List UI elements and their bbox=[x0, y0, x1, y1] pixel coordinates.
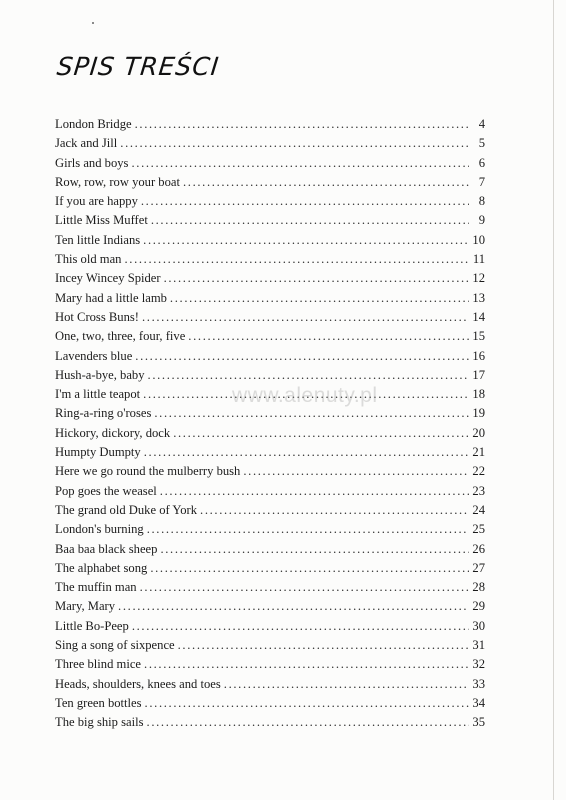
toc-entry bbox=[55, 231, 485, 250]
toc-entry bbox=[55, 578, 485, 597]
toc-entry-title: Girls and boys bbox=[55, 155, 129, 170]
toc-entry-page-number: 20 bbox=[472, 425, 485, 440]
toc-entry-title: Baa baa black sheep bbox=[55, 541, 158, 556]
toc-entry-title: Hot Cross Buns! bbox=[55, 309, 139, 324]
toc-entry-title: Hush-a-bye, baby bbox=[55, 367, 145, 382]
page-title: SPIS TREŚCI bbox=[55, 52, 221, 81]
toc-entry-page-number: 7 bbox=[478, 174, 485, 189]
toc-entry-page-number: 15 bbox=[472, 329, 485, 344]
dot-leader bbox=[188, 327, 469, 346]
toc-entry-page-number: 21 bbox=[472, 445, 485, 460]
toc-entry-title: Little Miss Muffet bbox=[55, 213, 148, 228]
dot-leader bbox=[143, 385, 469, 404]
dot-leader bbox=[144, 443, 469, 462]
toc-entry-title: The big ship sails bbox=[55, 715, 144, 730]
dot-leader bbox=[164, 269, 469, 288]
toc-entry bbox=[55, 559, 485, 578]
toc-entry-title: This old man bbox=[55, 252, 122, 267]
toc-entry-title: London Bridge bbox=[55, 117, 132, 131]
dot-leader bbox=[132, 617, 469, 636]
dot-leader bbox=[178, 636, 469, 655]
toc-entry-page-number: 26 bbox=[472, 541, 485, 556]
toc-entry-title: Humpty Dumpty bbox=[55, 445, 141, 460]
dot-leader bbox=[120, 134, 469, 153]
toc-entry-page-number: 31 bbox=[472, 638, 485, 653]
toc-entry-page-number: 23 bbox=[472, 483, 485, 498]
dot-leader bbox=[170, 289, 469, 308]
paper-speck bbox=[92, 22, 94, 24]
toc-entry-title: Mary had a little lamb bbox=[55, 290, 167, 305]
toc-entry-page-number: 29 bbox=[472, 599, 485, 614]
toc-entry-page-number: 34 bbox=[472, 695, 485, 710]
toc-entry-title: Jack and Jill bbox=[55, 136, 118, 151]
toc-entry-page-number: 19 bbox=[472, 406, 485, 421]
toc-entry bbox=[55, 347, 485, 366]
toc-entry-page-number: 22 bbox=[472, 464, 485, 479]
toc-entry bbox=[55, 540, 485, 559]
toc-entry-title: If you are happy bbox=[55, 194, 138, 209]
dot-leader bbox=[147, 520, 469, 539]
toc-entry bbox=[55, 192, 485, 211]
toc-entry bbox=[55, 424, 485, 443]
toc-entry-page-number: 6 bbox=[478, 155, 485, 170]
toc-entry-page-number: 10 bbox=[472, 232, 485, 247]
toc-entry-page-number: 27 bbox=[472, 560, 485, 575]
toc-entry bbox=[55, 694, 485, 713]
toc-entry-title: Incey Wincey Spider bbox=[55, 271, 161, 286]
toc-entry bbox=[55, 327, 485, 346]
toc-entry bbox=[55, 655, 485, 674]
toc-entry bbox=[55, 713, 485, 732]
toc-entry-page-number: 25 bbox=[472, 522, 485, 537]
toc-entry-title: I'm a little teapot bbox=[55, 387, 141, 402]
dot-leader bbox=[145, 694, 469, 713]
toc-entry-page-number: 11 bbox=[472, 252, 485, 267]
toc-entry bbox=[55, 154, 485, 173]
toc-entry-title: Sing a song of sixpence bbox=[55, 638, 175, 653]
toc-entry-title: The alphabet song bbox=[55, 560, 148, 575]
toc-entry bbox=[55, 173, 485, 192]
toc-entry-page-number: 32 bbox=[472, 657, 485, 672]
toc-entry-page-number: 5 bbox=[478, 136, 485, 151]
toc-entry-title: Mary, Mary bbox=[55, 599, 116, 614]
dot-leader bbox=[224, 675, 469, 694]
toc-entry-page-number: 18 bbox=[472, 387, 485, 402]
toc-entry bbox=[55, 597, 485, 616]
dot-leader bbox=[160, 540, 469, 559]
toc-entry-title: Ten green bottles bbox=[55, 695, 142, 710]
toc-entry bbox=[55, 501, 485, 520]
toc-entry-title: The grand old Duke of York bbox=[55, 502, 198, 517]
toc-entry-page-number: 17 bbox=[472, 367, 485, 382]
dot-leader bbox=[118, 597, 469, 616]
toc-entry-page-number: 13 bbox=[472, 290, 485, 305]
toc-entry bbox=[55, 404, 485, 423]
dot-leader bbox=[124, 250, 469, 269]
dot-leader bbox=[142, 308, 469, 327]
toc-entry-title: Lavenders blue bbox=[55, 348, 133, 363]
dot-leader bbox=[140, 578, 469, 597]
dot-leader bbox=[200, 501, 469, 520]
toc-entry bbox=[55, 211, 485, 230]
toc-entry bbox=[55, 366, 485, 385]
toc-entry-page-number: 28 bbox=[472, 580, 485, 595]
toc-entry-page-number: 24 bbox=[472, 502, 485, 517]
toc-entry bbox=[55, 443, 485, 462]
dot-leader bbox=[151, 211, 469, 230]
toc-entry-page-number: 9 bbox=[478, 213, 485, 228]
toc-entry-title: Ten little Indians bbox=[55, 232, 141, 247]
toc-entry-page-number: 16 bbox=[472, 348, 485, 363]
toc-entry bbox=[55, 520, 485, 539]
dot-leader bbox=[135, 347, 469, 366]
toc-entry bbox=[55, 675, 485, 694]
dot-leader bbox=[243, 462, 469, 481]
dot-leader bbox=[148, 366, 469, 385]
toc-entry-page-number: 33 bbox=[472, 676, 485, 691]
toc-entry bbox=[55, 134, 485, 153]
toc-entry-page-number: 4 bbox=[478, 117, 485, 131]
toc-entry bbox=[55, 617, 485, 636]
toc-entry-title: Heads, shoulders, knees and toes bbox=[55, 676, 221, 691]
dot-leader bbox=[131, 154, 469, 173]
toc-entry-page-number: 12 bbox=[472, 271, 485, 286]
dot-leader bbox=[141, 192, 469, 211]
dot-leader bbox=[150, 559, 469, 578]
toc-entry bbox=[55, 115, 485, 134]
toc-entry-title: Here we go round the mulberry bush bbox=[55, 464, 241, 479]
page-edge bbox=[553, 0, 554, 800]
toc-entry bbox=[55, 289, 485, 308]
table-of-contents bbox=[55, 115, 485, 733]
toc-entry bbox=[55, 482, 485, 501]
dot-leader bbox=[154, 404, 469, 423]
toc-entry-title: One, two, three, four, five bbox=[55, 329, 186, 344]
toc-entry-page-number: 8 bbox=[478, 194, 485, 209]
toc-entry-title: Hickory, dickory, dock bbox=[55, 425, 171, 440]
toc-entry-title: Row, row, row your boat bbox=[55, 174, 180, 189]
toc-entry-title: Ring-a-ring o'roses bbox=[55, 406, 152, 421]
toc-entry-page-number: 35 bbox=[472, 715, 485, 730]
toc-entry-title: Three blind mice bbox=[55, 657, 142, 672]
toc-entry bbox=[55, 269, 485, 288]
dot-leader bbox=[147, 713, 469, 732]
toc-entry bbox=[55, 636, 485, 655]
dot-leader bbox=[160, 482, 469, 501]
dot-leader bbox=[183, 173, 469, 192]
dot-leader bbox=[173, 424, 469, 443]
toc-entry bbox=[55, 250, 485, 269]
toc-entry-title: The muffin man bbox=[55, 580, 137, 595]
toc-entry-title: Pop goes the weasel bbox=[55, 483, 157, 498]
watermark: www.alenuty.pl bbox=[232, 384, 378, 407]
toc-entry-title: Little Bo-Peep bbox=[55, 618, 129, 633]
toc-entry-page-number: 30 bbox=[472, 618, 485, 633]
toc-entry bbox=[55, 462, 485, 481]
toc-entry bbox=[55, 308, 485, 327]
dot-leader bbox=[144, 655, 469, 674]
dot-leader bbox=[135, 115, 469, 134]
toc-entry-title: London's burning bbox=[55, 522, 144, 537]
toc-entry bbox=[55, 385, 485, 404]
toc-entry-page-number: 14 bbox=[472, 309, 485, 324]
dot-leader bbox=[143, 231, 469, 250]
